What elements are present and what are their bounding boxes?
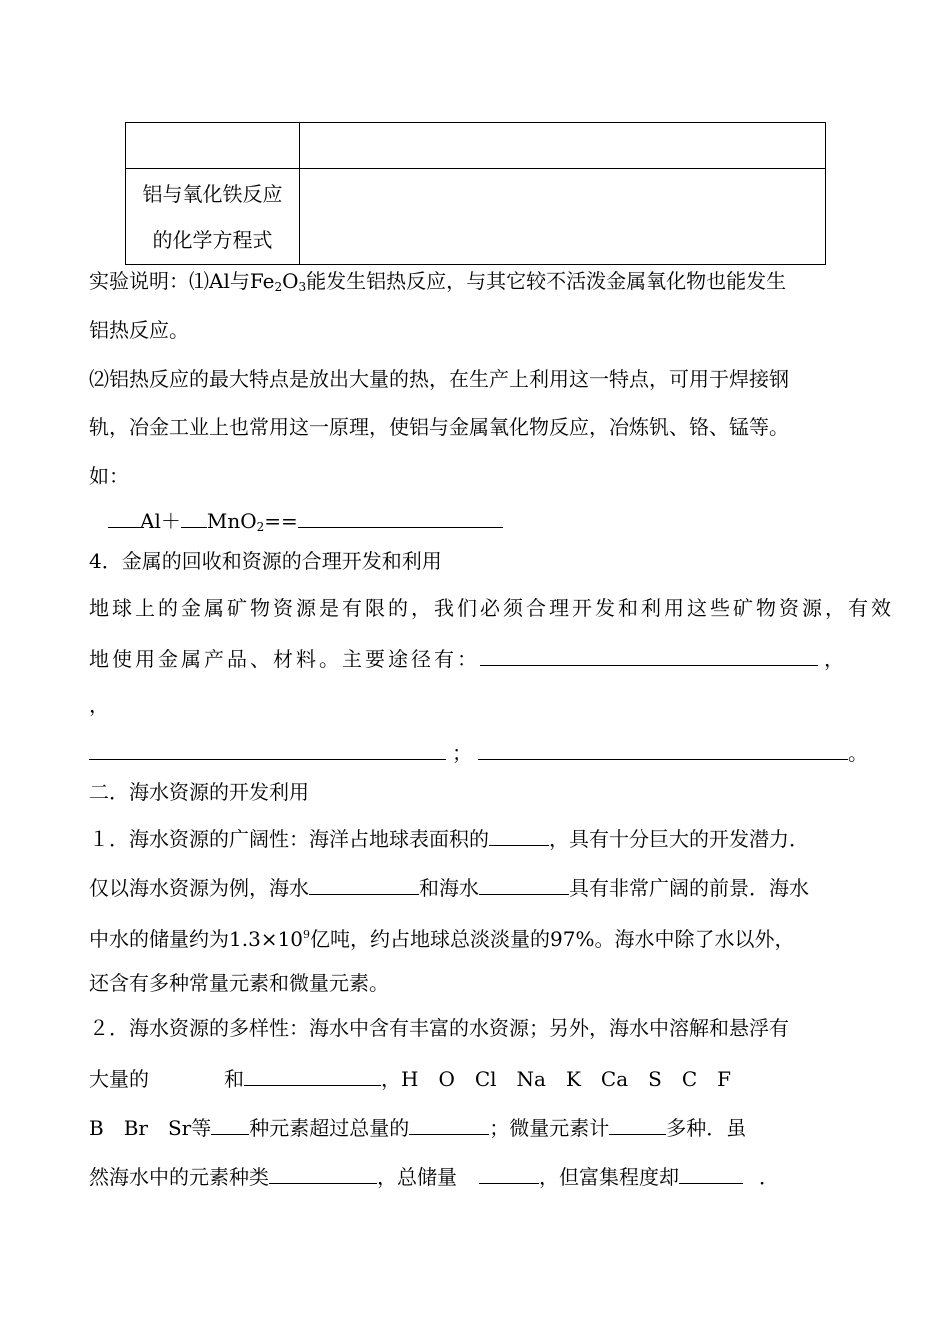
total-reserve-blank[interactable] xyxy=(479,1163,539,1184)
part2-heading: 二．海水资源的开发利用 xyxy=(89,780,309,804)
section4-blank-1[interactable] xyxy=(480,645,818,666)
equation-blank-products[interactable] xyxy=(298,507,503,528)
table-cell-equation-label xyxy=(126,169,300,265)
note-line-1: 实验说明：⑴Al与$Fe_2O_3$能发生铝热反应，与其它较不活泼金属氧化物也能发生 xyxy=(89,269,787,294)
equation-blank-mno2[interactable] xyxy=(181,507,207,528)
part2-p2-line-4: 然海水中的元素种类 ，总储量 ，但富集程度却 ． xyxy=(89,1165,779,1189)
part2-p2-line-1: ２．海水资源的多样性：海水中含有丰富的水资源；另外，海水中溶解和悬浮有 xyxy=(89,1016,789,1040)
table-cell-empty-answer[interactable] xyxy=(300,123,826,169)
equation-line: Al＋ MnO$_2$== xyxy=(108,507,503,539)
part2-p1-line-2: 仅以海水资源为例，海水 和海水 具有非常广阔的前景．海水 xyxy=(89,876,809,900)
note-line-4: 轨，冶金工业上也常用这一原理，使铝与金属氧化物反应，冶炼钒、铬、锰等。 xyxy=(89,415,789,439)
dissolved-blank[interactable] xyxy=(244,1065,381,1086)
equation-label-line1: 铝与氧化铁反应 xyxy=(142,181,283,206)
reaction-table xyxy=(125,122,826,265)
section4-blank-3[interactable] xyxy=(478,739,848,760)
table-cell-equation-answer[interactable] xyxy=(300,169,826,265)
section4-line-4: ； 。 xyxy=(89,739,868,765)
seawater-blank-2[interactable] xyxy=(479,874,569,895)
section4-blank-2[interactable] xyxy=(89,739,446,760)
element-count-blank[interactable] xyxy=(211,1114,249,1135)
part2-p1-line-3: 中水的储量约为$1.3\times 10^9$亿吨，约占地球总淡淡量的97%。海水中除了水以外， xyxy=(89,927,795,951)
part2-p1-line-4: 还含有多种常量元素和微量元素。 xyxy=(89,971,389,995)
section4-line-3: ， xyxy=(89,693,109,717)
trace-count-blank[interactable] xyxy=(609,1114,666,1135)
equation-label-line2: 的化学方程式 xyxy=(152,227,273,252)
part2-p1-line-1: １．海水资源的广阔性：海洋占地球表面积的 ，具有十分巨大的开发潜力． xyxy=(89,827,809,851)
table-cell-empty-label xyxy=(126,123,300,169)
note-line-3: ⑵铝热反应的最大特点是放出大量的热，在生产上利用这一特点，可用于焊接钢 xyxy=(89,367,789,391)
note-line-2: 铝热反应。 xyxy=(89,318,189,342)
section4-heading: 4．金属的回收和资源的合理开发和利用 xyxy=(89,549,442,573)
section4-line-2: 地使用金属产品、材料。主要途径有： ， xyxy=(89,647,847,671)
enrichment-blank[interactable] xyxy=(679,1163,743,1184)
note-line-5: 如： xyxy=(89,464,129,488)
ocean-area-blank[interactable] xyxy=(489,825,549,846)
section4-line-1: 地球上的金属矿物资源是有限的，我们必须合理开发和利用这些矿物资源，有效 xyxy=(89,596,894,620)
seawater-blank-1[interactable] xyxy=(309,874,419,895)
part2-p2-line-3: B Br Sr等 种元素超过总量的 ；微量元素计 多种．虽 xyxy=(89,1116,747,1140)
element-kinds-blank[interactable] xyxy=(269,1163,377,1184)
total-percent-blank[interactable] xyxy=(409,1114,489,1135)
part2-p2-line-2: 大量的 和 ，H O Cl Na K Ca S C F xyxy=(89,1067,732,1091)
equation-blank-al[interactable] xyxy=(108,507,140,528)
